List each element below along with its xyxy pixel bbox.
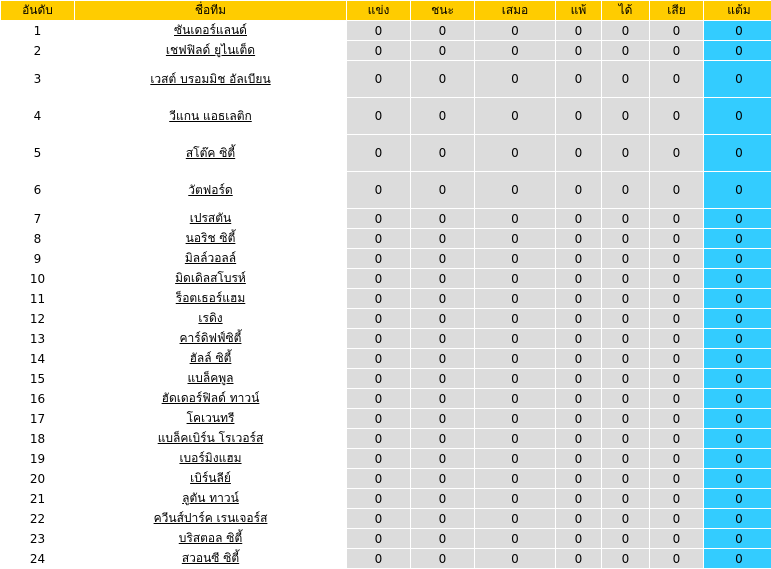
rank-cell: 6: [1, 172, 74, 208]
played-cell: 0: [347, 61, 410, 97]
team-cell: [75, 489, 346, 508]
goals-for-cell: 0: [602, 469, 649, 488]
rank-cell: 15: [1, 369, 74, 388]
lost-cell: 0: [556, 209, 601, 228]
played-cell: 0: [347, 21, 410, 40]
drawn-cell: 0: [475, 369, 555, 388]
rank-cell: 24: [1, 549, 74, 568]
table-row: [1, 349, 771, 368]
lost-cell: 0: [556, 249, 601, 268]
table-row: [1, 509, 771, 528]
lost-cell: 0: [556, 449, 601, 468]
rank-cell: 12: [1, 309, 74, 328]
header-team: ชื่อทีม: [75, 1, 346, 20]
rank-cell: 21: [1, 489, 74, 508]
won-cell: 0: [411, 509, 474, 528]
team-cell: [75, 98, 346, 134]
lost-cell: 0: [556, 21, 601, 40]
goals-for-cell: 0: [602, 429, 649, 448]
goals-against-cell: 0: [650, 289, 703, 308]
won-cell: 0: [411, 489, 474, 508]
drawn-cell: 0: [475, 549, 555, 568]
won-cell: 0: [411, 449, 474, 468]
goals-against-cell: 0: [650, 369, 703, 388]
header-played: แข่ง: [347, 1, 410, 20]
team-cell: [75, 409, 346, 428]
goals-against-cell: 0: [650, 229, 703, 248]
team-cell: [75, 135, 346, 171]
points-cell: 0: [704, 429, 771, 448]
table-row: [1, 409, 771, 428]
team-link[interactable]: ฮัดเดอร์ฟิลด์ ทาวน์: [161, 391, 260, 405]
played-cell: 0: [347, 98, 410, 134]
goals-for-cell: 0: [602, 41, 649, 60]
lost-cell: 0: [556, 349, 601, 368]
rank-cell: 2: [1, 41, 74, 60]
team-link[interactable]: นอริช ซิตี้: [185, 231, 236, 245]
won-cell: 0: [411, 269, 474, 288]
goals-for-cell: 0: [602, 229, 649, 248]
played-cell: 0: [347, 449, 410, 468]
team-cell: [75, 209, 346, 228]
rank-cell: 8: [1, 229, 74, 248]
won-cell: 0: [411, 349, 474, 368]
drawn-cell: 0: [475, 489, 555, 508]
lost-cell: 0: [556, 309, 601, 328]
goals-for-cell: 0: [602, 269, 649, 288]
lost-cell: 0: [556, 489, 601, 508]
rank-cell: 10: [1, 269, 74, 288]
rank-cell: 11: [1, 289, 74, 308]
goals-against-cell: 0: [650, 489, 703, 508]
team-link[interactable]: ฮัลล์ ซิตี้: [189, 351, 232, 365]
team-link[interactable]: มิลล์วอลล์: [184, 251, 237, 265]
team-link[interactable]: ซันเดอร์แลนด์: [174, 23, 247, 37]
team-link[interactable]: เวสต์ บรอมมิช อัลเบียน: [150, 71, 271, 86]
goals-for-cell: 0: [602, 61, 649, 97]
goals-for-cell: 0: [602, 329, 649, 348]
team-cell: [75, 529, 346, 548]
table-row: [1, 329, 771, 348]
drawn-cell: 0: [475, 289, 555, 308]
drawn-cell: 0: [475, 469, 555, 488]
table-row: [1, 21, 771, 40]
team-cell: [75, 389, 346, 408]
table-row: [1, 289, 771, 308]
played-cell: 0: [347, 329, 410, 348]
drawn-cell: 0: [475, 309, 555, 328]
team-cell: [75, 21, 346, 40]
points-cell: 0: [704, 209, 771, 228]
points-cell: 0: [704, 349, 771, 368]
played-cell: 0: [347, 172, 410, 208]
points-cell: 0: [704, 529, 771, 548]
goals-for-cell: 0: [602, 529, 649, 548]
goals-against-cell: 0: [650, 209, 703, 228]
drawn-cell: 0: [475, 41, 555, 60]
points-cell: 0: [704, 549, 771, 568]
goals-against-cell: 0: [650, 172, 703, 208]
won-cell: 0: [411, 172, 474, 208]
rank-cell: 17: [1, 409, 74, 428]
team-cell: [75, 369, 346, 388]
team-cell: [75, 249, 346, 268]
drawn-cell: 0: [475, 61, 555, 97]
played-cell: 0: [347, 289, 410, 308]
won-cell: 0: [411, 309, 474, 328]
lost-cell: 0: [556, 61, 601, 97]
played-cell: 0: [347, 469, 410, 488]
goals-for-cell: 0: [602, 98, 649, 134]
header-won: ชนะ: [411, 1, 474, 20]
won-cell: 0: [411, 249, 474, 268]
team-link[interactable]: แบล็คเบิร์น โรเวอร์ส: [157, 431, 264, 445]
points-cell: 0: [704, 329, 771, 348]
header-lost: แพ้: [556, 1, 601, 20]
played-cell: 0: [347, 389, 410, 408]
team-cell: [75, 229, 346, 248]
lost-cell: 0: [556, 229, 601, 248]
points-cell: 0: [704, 409, 771, 428]
table-row: [1, 469, 771, 488]
rank-cell: 4: [1, 98, 74, 134]
points-cell: 0: [704, 289, 771, 308]
drawn-cell: 0: [475, 389, 555, 408]
team-link[interactable]: บริสตอล ซิตี้: [178, 531, 243, 545]
drawn-cell: 0: [475, 449, 555, 468]
drawn-cell: 0: [475, 409, 555, 428]
goals-for-cell: 0: [602, 409, 649, 428]
won-cell: 0: [411, 369, 474, 388]
goals-for-cell: 0: [602, 369, 649, 388]
played-cell: 0: [347, 209, 410, 228]
won-cell: 0: [411, 21, 474, 40]
played-cell: 0: [347, 509, 410, 528]
header-goals-against: เสีย: [650, 1, 703, 20]
table-row: [1, 549, 771, 568]
won-cell: 0: [411, 98, 474, 134]
table-row: [1, 61, 771, 97]
table-row: [1, 269, 771, 288]
drawn-cell: 0: [475, 249, 555, 268]
team-cell: [75, 429, 346, 448]
played-cell: 0: [347, 409, 410, 428]
lost-cell: 0: [556, 429, 601, 448]
played-cell: 0: [347, 549, 410, 568]
goals-against-cell: 0: [650, 449, 703, 468]
goals-for-cell: 0: [602, 135, 649, 171]
won-cell: 0: [411, 329, 474, 348]
lost-cell: 0: [556, 172, 601, 208]
team-cell: [75, 41, 346, 60]
won-cell: 0: [411, 409, 474, 428]
drawn-cell: 0: [475, 172, 555, 208]
goals-against-cell: 0: [650, 469, 703, 488]
lost-cell: 0: [556, 509, 601, 528]
goals-against-cell: 0: [650, 389, 703, 408]
drawn-cell: 0: [475, 98, 555, 134]
table-row: [1, 309, 771, 328]
played-cell: 0: [347, 369, 410, 388]
table-row: [1, 98, 771, 134]
won-cell: 0: [411, 289, 474, 308]
played-cell: 0: [347, 309, 410, 328]
goals-against-cell: 0: [650, 61, 703, 97]
points-cell: 0: [704, 135, 771, 171]
rank-cell: 19: [1, 449, 74, 468]
goals-for-cell: 0: [602, 509, 649, 528]
goals-against-cell: 0: [650, 329, 703, 348]
won-cell: 0: [411, 41, 474, 60]
lost-cell: 0: [556, 98, 601, 134]
drawn-cell: 0: [475, 329, 555, 348]
goals-against-cell: 0: [650, 249, 703, 268]
drawn-cell: 0: [475, 429, 555, 448]
header-rank: อันดับ: [1, 1, 74, 20]
rank-cell: 13: [1, 329, 74, 348]
played-cell: 0: [347, 229, 410, 248]
points-cell: 0: [704, 249, 771, 268]
played-cell: 0: [347, 529, 410, 548]
team-link[interactable]: เบิร์นลีย์: [190, 471, 231, 485]
team-cell: [75, 289, 346, 308]
team-link[interactable]: วัตฟอร์ด: [188, 182, 233, 197]
won-cell: 0: [411, 61, 474, 97]
drawn-cell: 0: [475, 509, 555, 528]
table-row: [1, 489, 771, 508]
team-cell: [75, 549, 346, 568]
rank-cell: 20: [1, 469, 74, 488]
won-cell: 0: [411, 469, 474, 488]
header-row: [1, 1, 771, 20]
team-cell: [75, 329, 346, 348]
table-row: [1, 369, 771, 388]
points-cell: 0: [704, 229, 771, 248]
team-link[interactable]: มิดเดิลสโบรห์: [175, 271, 246, 285]
team-cell: [75, 469, 346, 488]
team-link[interactable]: แบล็คพูล: [187, 371, 234, 385]
team-link[interactable]: ลูตัน ทาวน์: [182, 491, 239, 505]
table-row: [1, 529, 771, 548]
goals-against-cell: 0: [650, 309, 703, 328]
table-row: [1, 389, 771, 408]
goals-against-cell: 0: [650, 21, 703, 40]
won-cell: 0: [411, 429, 474, 448]
goals-for-cell: 0: [602, 549, 649, 568]
won-cell: 0: [411, 549, 474, 568]
team-link[interactable]: โคเวนทรี: [186, 411, 235, 425]
header-points: แต้ม: [704, 1, 771, 20]
points-cell: 0: [704, 449, 771, 468]
team-cell: [75, 349, 346, 368]
team-link[interactable]: เชฟฟิลด์ ยูไนเต็ด: [165, 43, 256, 57]
goals-against-cell: 0: [650, 529, 703, 548]
goals-against-cell: 0: [650, 409, 703, 428]
played-cell: 0: [347, 41, 410, 60]
rank-cell: 18: [1, 429, 74, 448]
drawn-cell: 0: [475, 269, 555, 288]
played-cell: 0: [347, 429, 410, 448]
goals-for-cell: 0: [602, 489, 649, 508]
team-cell: [75, 509, 346, 528]
lost-cell: 0: [556, 549, 601, 568]
team-link[interactable]: คาร์ดิฟฟ์ซิตี้: [179, 331, 242, 345]
points-cell: 0: [704, 389, 771, 408]
team-link[interactable]: เบอร์มิงแฮม: [179, 451, 242, 465]
team-link[interactable]: ควีนส์ปาร์ค เรนเจอร์ส: [153, 511, 268, 525]
points-cell: 0: [704, 269, 771, 288]
lost-cell: 0: [556, 135, 601, 171]
won-cell: 0: [411, 209, 474, 228]
table-row: [1, 229, 771, 248]
played-cell: 0: [347, 269, 410, 288]
goals-for-cell: 0: [602, 172, 649, 208]
points-cell: 0: [704, 61, 771, 97]
lost-cell: 0: [556, 289, 601, 308]
table-row: [1, 449, 771, 468]
drawn-cell: 0: [475, 349, 555, 368]
points-cell: 0: [704, 98, 771, 134]
goals-against-cell: 0: [650, 41, 703, 60]
header-goals-for: ได้: [602, 1, 649, 20]
played-cell: 0: [347, 249, 410, 268]
table-row: [1, 429, 771, 448]
won-cell: 0: [411, 135, 474, 171]
points-cell: 0: [704, 309, 771, 328]
rank-cell: 23: [1, 529, 74, 548]
goals-for-cell: 0: [602, 289, 649, 308]
lost-cell: 0: [556, 329, 601, 348]
team-cell: [75, 309, 346, 328]
team-link[interactable]: สโต๊ค ซิตี้: [185, 145, 236, 160]
goals-against-cell: 0: [650, 509, 703, 528]
goals-for-cell: 0: [602, 209, 649, 228]
goals-against-cell: 0: [650, 135, 703, 171]
team-cell: [75, 61, 346, 97]
goals-against-cell: 0: [650, 349, 703, 368]
points-cell: 0: [704, 21, 771, 40]
goals-for-cell: 0: [602, 309, 649, 328]
drawn-cell: 0: [475, 229, 555, 248]
rank-cell: 16: [1, 389, 74, 408]
table-row: [1, 135, 771, 171]
won-cell: 0: [411, 389, 474, 408]
team-cell: [75, 269, 346, 288]
goals-for-cell: 0: [602, 389, 649, 408]
goals-against-cell: 0: [650, 549, 703, 568]
team-cell: [75, 172, 346, 208]
points-cell: 0: [704, 41, 771, 60]
played-cell: 0: [347, 135, 410, 171]
goals-against-cell: 0: [650, 269, 703, 288]
won-cell: 0: [411, 229, 474, 248]
team-link[interactable]: เปรสตัน: [189, 211, 232, 225]
drawn-cell: 0: [475, 529, 555, 548]
table-row: [1, 172, 771, 208]
rank-cell: 7: [1, 209, 74, 228]
drawn-cell: 0: [475, 21, 555, 40]
points-cell: 0: [704, 469, 771, 488]
lost-cell: 0: [556, 41, 601, 60]
points-cell: 0: [704, 172, 771, 208]
team-link[interactable]: วีแกน แอธเลติก: [169, 108, 252, 123]
team-cell: [75, 449, 346, 468]
rank-cell: 22: [1, 509, 74, 528]
lost-cell: 0: [556, 389, 601, 408]
table-row: [1, 249, 771, 268]
team-link[interactable]: เรดิง: [198, 311, 223, 325]
rank-cell: 3: [1, 61, 74, 97]
rank-cell: 1: [1, 21, 74, 40]
lost-cell: 0: [556, 369, 601, 388]
points-cell: 0: [704, 489, 771, 508]
won-cell: 0: [411, 529, 474, 548]
goals-for-cell: 0: [602, 249, 649, 268]
goals-against-cell: 0: [650, 429, 703, 448]
played-cell: 0: [347, 349, 410, 368]
goals-against-cell: 0: [650, 98, 703, 134]
lost-cell: 0: [556, 269, 601, 288]
rank-cell: 14: [1, 349, 74, 368]
goals-for-cell: 0: [602, 449, 649, 468]
goals-for-cell: 0: [602, 349, 649, 368]
table-row: [1, 41, 771, 60]
goals-for-cell: 0: [602, 21, 649, 40]
team-link[interactable]: สวอนซี ซิตี้: [181, 551, 240, 565]
table-row: [1, 209, 771, 228]
points-cell: 0: [704, 369, 771, 388]
played-cell: 0: [347, 489, 410, 508]
points-cell: 0: [704, 509, 771, 528]
drawn-cell: 0: [475, 135, 555, 171]
lost-cell: 0: [556, 529, 601, 548]
lost-cell: 0: [556, 469, 601, 488]
rank-cell: 5: [1, 135, 74, 171]
header-drawn: เสมอ: [475, 1, 555, 20]
lost-cell: 0: [556, 409, 601, 428]
rank-cell: 9: [1, 249, 74, 268]
team-link[interactable]: ร็อตเธอร์แฮม: [175, 291, 246, 305]
drawn-cell: 0: [475, 209, 555, 228]
